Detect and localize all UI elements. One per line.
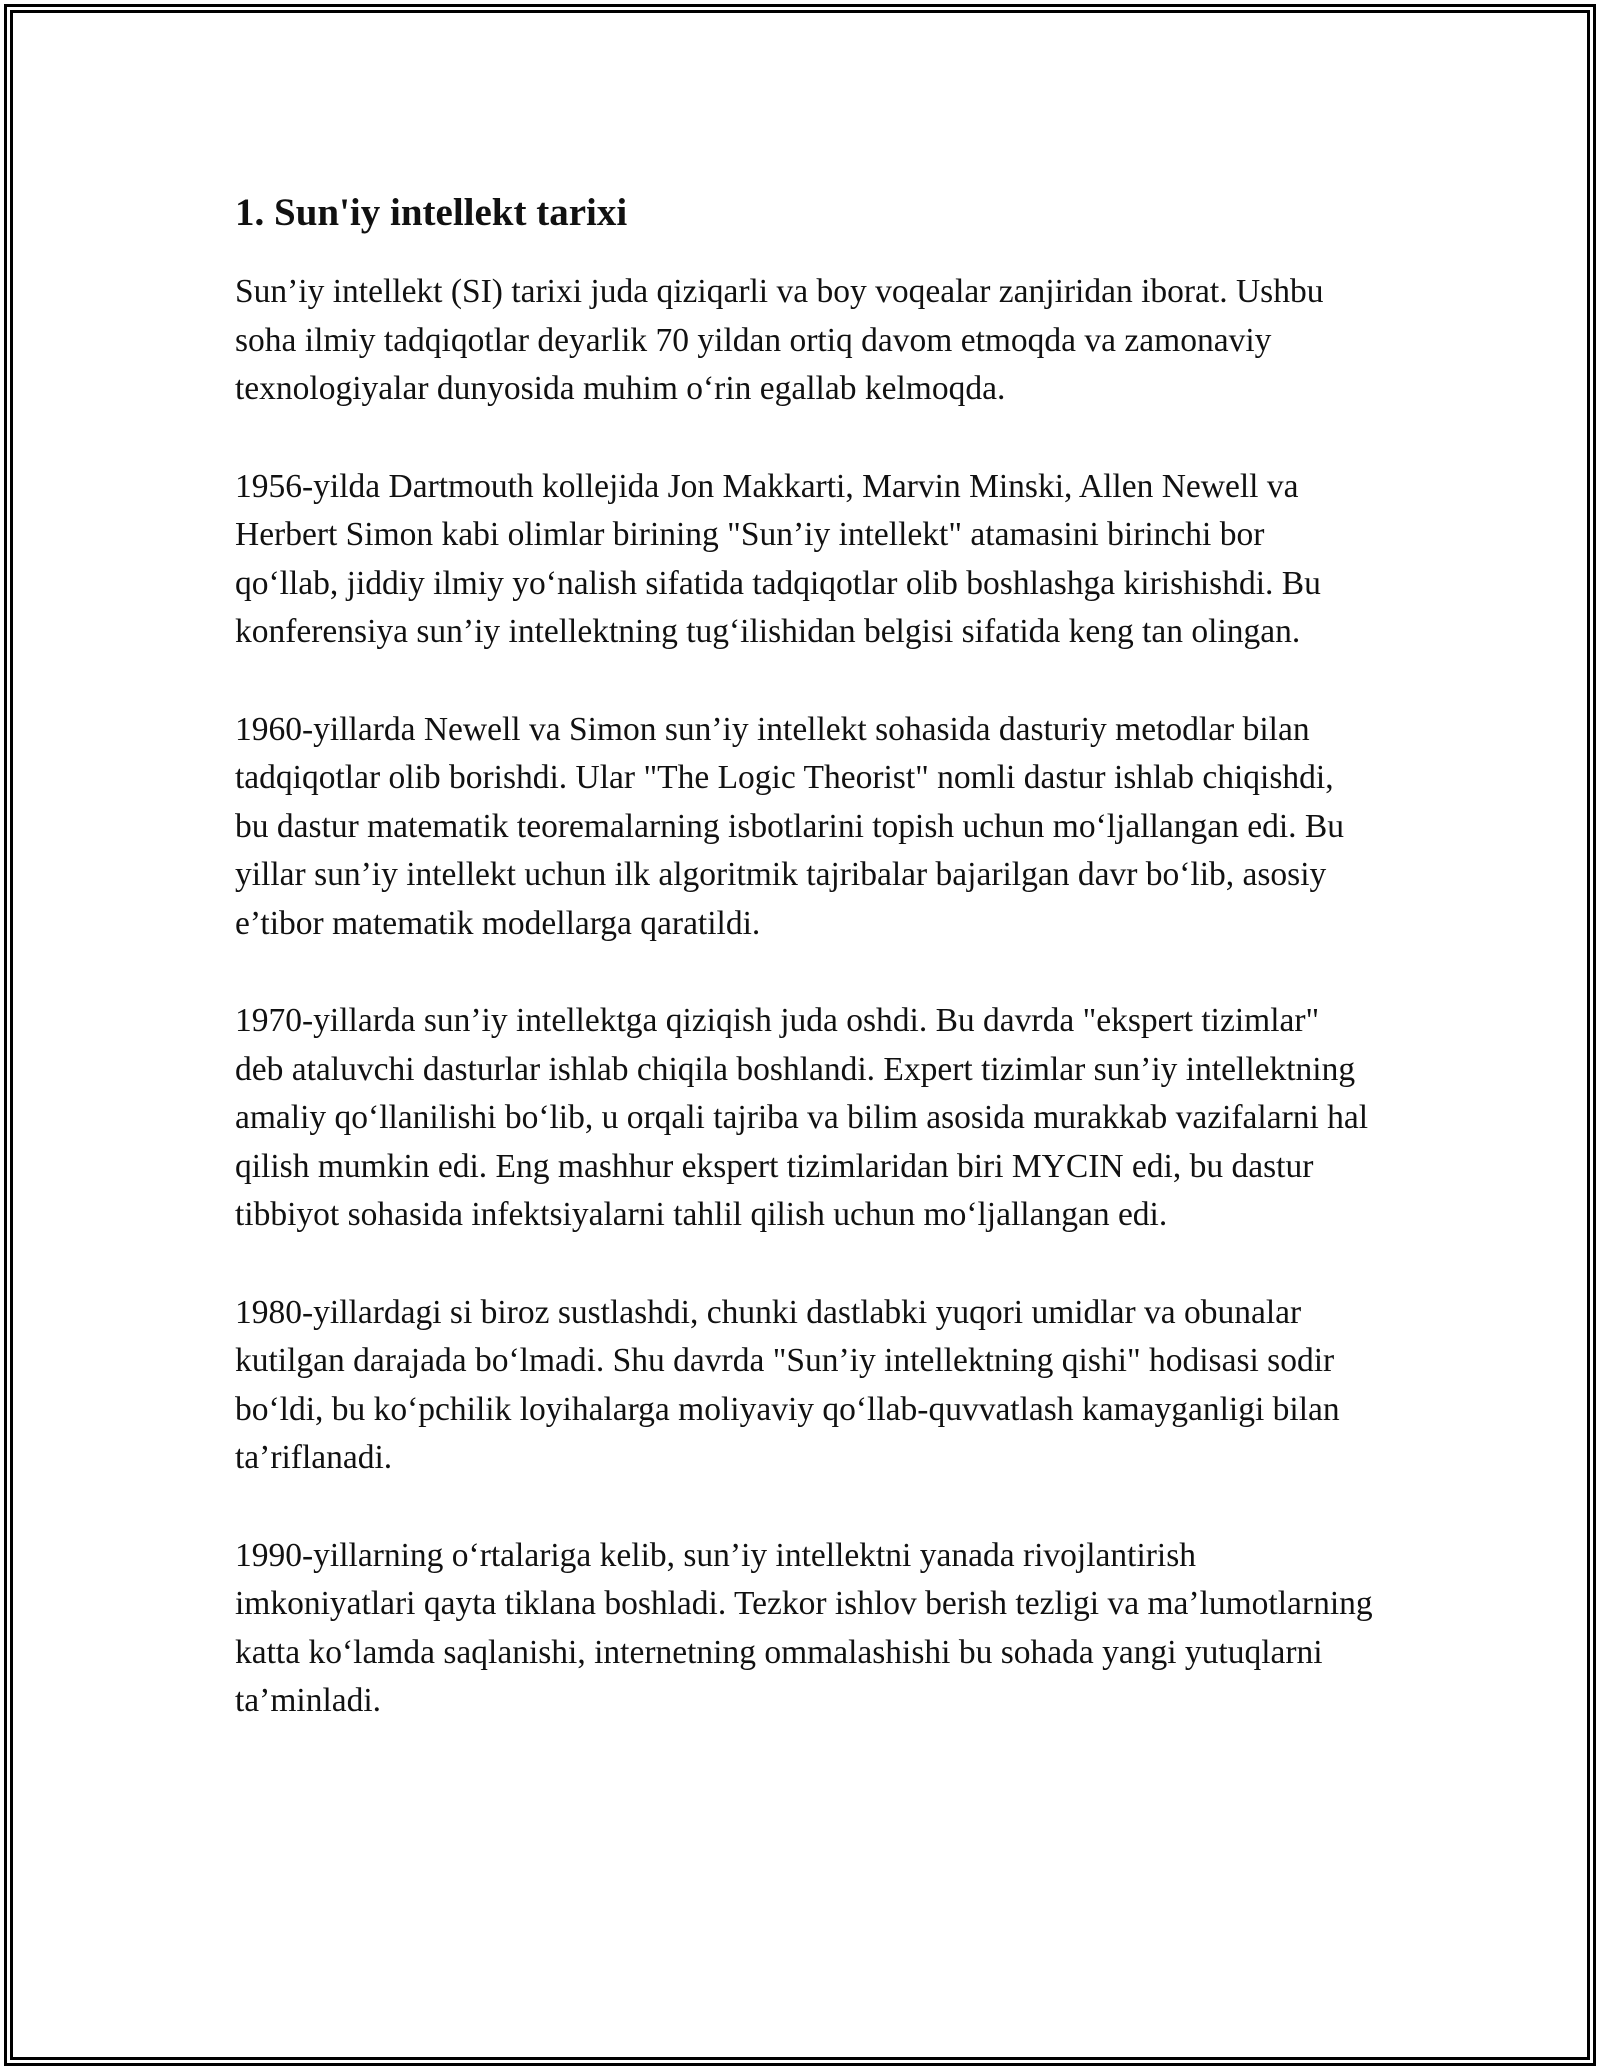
paragraph-1956: 1956-yilda Dartmouth kollejida Jon Makkarti, Marvin Minski, Allen Newell va Herbert Simon kabi olimlar birining "Sun’iy intellekt" atamasini birinchi bor qo‘llab, jiddiy ilmiy yo‘nalish sifatida tadqiqotlar olib boshlashga kirishishdi. Bu konferensiya sun’iy intellektning tug‘ilishidan belgisi sifatida keng tan olingan. (235, 467, 1321, 650)
paragraph-1990s: 1990-yillarning o‘rtalariga kelib, sun’iy intellektni yanada rivojlantirish imkoniyatlari qayta tiklana boshladi. Tezkor ishlov berish tezligi va ma’lumotlarning katta ko‘lamda saqlanishi, internetning ommalashishi bu sohada yangi yutuqlarni ta’minladi. (235, 1536, 1373, 1719)
paragraph-intro: Sun’iy intellekt (SI) tarixi juda qiziqarli va boy voqealar zanjiridan iborat. Ushbu soha ilmiy tadqiqotlar deyarlik 70 yildan ortiq davom etmoqda va zamonaviy texnologiyalar dunyosida muhim o‘rin egallab kelmoqda. (235, 273, 1324, 407)
paragraph-1980s: 1980-yillardagi si biroz sustlashdi, chunki dastlabki yuqori umidlar va obunalar kutilgan darajada bo‘lmadi. Shu davrda "Sun’iy intellektning qishi" hodisasi sodir bo‘ldi, bu ko‘pchilik loyihalarga moliyaviy qo‘llab-quvvatlash kamayganligi bilan ta’riflanadi. (235, 1293, 1340, 1476)
paragraph-1960s: 1960-yillarda Newell va Simon sun’iy intellekt sohasida dasturiy metodlar bilan tadqiqotlar olib borishdi. Ular "The Logic Theorist" nomli dastur ishlab chiqishdi, bu dastur matematik teoremalarning isbotlarini topish uchun mo‘ljallangan edi. Bu yillar sun’iy intellekt uchun ilk algoritmik tajribalar bajarilgan davr bo‘lib, asosiy e’tibor matematik modellarga qaratildi. (235, 710, 1344, 942)
document-body (235, 180, 1375, 1775)
paragraph-1970s: 1970-yillarda sun’iy intellektga qiziqish juda oshdi. Bu davrda "ekspert tizimlar" deb ataluvchi dasturlar ishlab chiqila boshlandi. Expert tizimlar sun’iy intellektning amaliy qo‘llanilishi bo‘lib, u orqali tajriba va bilim asosida murakkab vazifalarni hal qilish mumkin edi. Eng mashhur ekspert tizimlaridan biri MYCIN edi, bu dastur tibbiyot sohasida infektsiyalarni tahlil qilish uchun mo‘ljallangan edi. (235, 1002, 1369, 1233)
section-title: 1. Sun'iy intellekt tarixi (235, 191, 628, 234)
